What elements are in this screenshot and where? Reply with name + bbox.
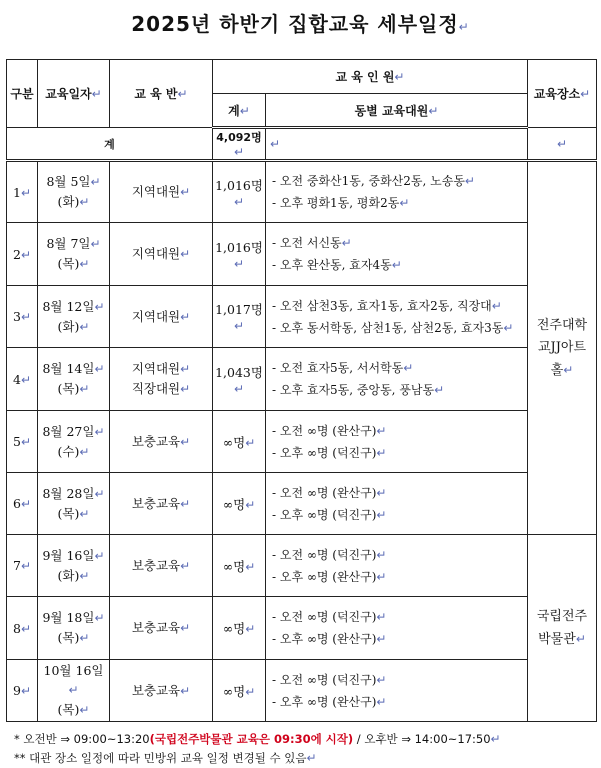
header-no: 구분 [7,60,38,128]
row-class: 지역대원↵ [110,223,213,286]
header-subtotal: 계↵ [213,94,266,128]
row-detail: - 오전 ∞명 (덕진구)↵ - 오후 ∞명 (완산구)↵ [266,660,528,722]
header-venue: 교육장소↵ [528,60,597,128]
row-class: 보충교육↵ [110,473,213,535]
row-class: 보충교육↵ [110,535,213,597]
table-row [7,223,597,286]
header-class: 교 육 반↵ [110,60,213,128]
table-row [7,411,597,473]
row-count: ∞명↵ [213,660,266,722]
table-row [7,535,597,597]
row-date: 8월 7일↵ (목)↵ [38,223,110,286]
row-date: 8월 5일↵ (화)↵ [38,161,110,223]
row-detail: - 오전 서신동↵ - 오후 완산동, 효자4동↵ [266,223,528,286]
row-date: 8월 12일↵ (화)↵ [38,286,110,348]
schedule-table [6,59,597,722]
table-row [7,348,597,411]
row-count: ∞명↵ [213,597,266,660]
row-detail: - 오전 중화산1동, 중화산2동, 노송동↵ - 오후 평화1동, 평화2동↵ [266,161,528,223]
row-number: 2↵ [7,223,38,286]
row-date: 9월 16일↵ (화)↵ [38,535,110,597]
row-class: 보충교육↵ [110,660,213,722]
row-count: ∞명↵ [213,535,266,597]
paragraph-mark-icon: ↵ [458,20,470,34]
page-title [0,8,601,37]
total-detail: ↵ [266,128,528,161]
row-class: 보충교육↵ [110,411,213,473]
note-change: ** 대관 장소 일정에 따라 민방위 교육 일정 변경될 수 있음↵ [14,751,317,765]
row-count: 1,016명↵ [213,223,266,286]
row-number: 6↵ [7,473,38,535]
row-number: 8↵ [7,597,38,660]
header-detail: 동별 교육대원↵ [266,94,528,128]
row-detail: - 오전 삼천3동, 효자1동, 효자2동, 직장대↵ - 오후 동서학동, 삼천1동, 삼천2동, 효자3동↵ [266,286,528,348]
table-row [7,660,597,722]
row-class: 지역대원↵ [110,286,213,348]
row-detail: - 오전 ∞명 (덕진구)↵ - 오후 ∞명 (완산구)↵ [266,535,528,597]
row-count: ∞명↵ [213,473,266,535]
row-date: 8월 14일↵ (목)↵ [38,348,110,411]
row-detail: - 오전 효자5동, 서서학동↵ - 오후 효자5동, 중앙동, 풍남동↵ [266,348,528,411]
row-number: 7↵ [7,535,38,597]
row-class: 지역대원↵ [110,161,213,223]
header-date: 교육일자↵ [38,60,110,128]
row-number: 9↵ [7,660,38,722]
total-value: 4,092명↵ [213,128,266,161]
venue-jeonju-univ: 전주대학 교JJ아트 홀↵ [528,161,597,535]
row-detail: - 오전 ∞명 (완산구)↵ - 오후 ∞명 (덕진구)↵ [266,473,528,535]
row-date: 9월 18일↵ (목)↵ [38,597,110,660]
total-label: 계 [7,128,213,161]
row-number: 4↵ [7,348,38,411]
table-row [7,286,597,348]
row-date: 8월 27일↵ (수)↵ [38,411,110,473]
row-detail: - 오전 ∞명 (덕진구)↵ - 오후 ∞명 (완산구)↵ [266,597,528,660]
total-venue: ↵ [528,128,597,161]
row-number: 3↵ [7,286,38,348]
row-number: 1↵ [7,161,38,223]
row-count: 1,017명↵ [213,286,266,348]
row-class: 보충교육↵ [110,597,213,660]
table-row [7,161,597,223]
row-date: 10월 16일↵ (목)↵ [38,660,110,722]
title-text: 2025년 하반기 집합교육 세부일정 [131,12,459,36]
table-row [7,597,597,660]
total-row [7,128,597,161]
venue-museum: 국립전주 박물관↵ [528,535,597,722]
row-count: ∞명↵ [213,411,266,473]
note-time: * 오전반 ⇒ 09:00~13:20(국립전주박물관 교육은 09:30에 시작) / 오후반 ⇒ 14:00~17:50↵ [14,732,501,746]
table-row [7,473,597,535]
row-class: 지역대원↵ 직장대원↵ [110,348,213,411]
row-detail: - 오전 ∞명 (완산구)↵ - 오후 ∞명 (덕진구)↵ [266,411,528,473]
header-people: 교 육 인 원↵ [213,60,528,94]
row-count: 1,043명↵ [213,348,266,411]
row-count: 1,016명↵ [213,161,266,223]
row-number: 5↵ [7,411,38,473]
row-date: 8월 28일↵ (목)↵ [38,473,110,535]
